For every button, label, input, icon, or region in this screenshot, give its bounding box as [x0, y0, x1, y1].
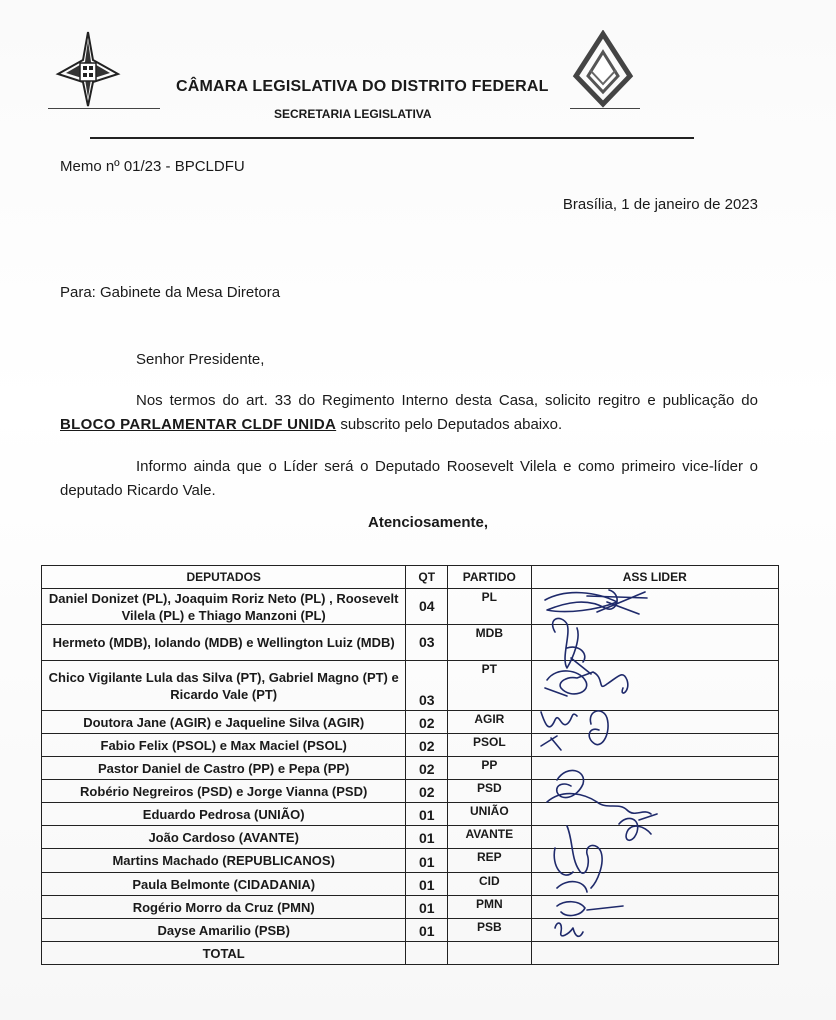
deputy-names: Dayse Amarilio (PSB): [42, 919, 406, 942]
memo-number: Memo nº 01/23 - BPCLDFU: [60, 158, 245, 175]
header-divider: [90, 137, 694, 139]
deputy-count: 01: [406, 896, 448, 919]
party: UNIÃO: [448, 803, 531, 826]
deputy-count: 02: [406, 711, 448, 734]
chamber-logo-icon: [572, 30, 634, 110]
signature-cell: [531, 661, 779, 711]
table-row: [42, 711, 779, 734]
deputy-names: Rogério Morro da Cruz (PMN): [42, 896, 406, 919]
signature-cell: [531, 873, 779, 896]
deputy-names: Martins Machado (REPUBLICANOS): [42, 849, 406, 873]
deputy-count: 01: [406, 919, 448, 942]
party: AVANTE: [448, 826, 531, 849]
signature-cell: [531, 803, 779, 826]
header-qt: QT: [406, 566, 448, 589]
signature-cell: [531, 896, 779, 919]
deputy-names: João Cardoso (AVANTE): [42, 826, 406, 849]
signature-cell: [531, 780, 779, 803]
table-row: [42, 803, 779, 826]
table-row: [42, 734, 779, 757]
deputy-count: 04: [406, 589, 448, 625]
signature-cell: [531, 757, 779, 780]
signature-cell: [531, 734, 779, 757]
header-partido: PARTIDO: [448, 566, 531, 589]
table-row: [42, 826, 779, 849]
cldf-emblem-icon: [52, 30, 124, 108]
table-total-row: [42, 942, 779, 965]
header-ass-lider: ASS LIDER: [531, 566, 779, 589]
secretariat-subtitle: SECRETARIA LEGISLATIVA: [274, 107, 432, 121]
table-header-row: [42, 566, 779, 589]
deputy-count: 02: [406, 734, 448, 757]
signature-cell: [531, 849, 779, 873]
place-date: Brasília, 1 de janeiro de 2023: [562, 196, 758, 213]
chamber-title: CÂMARA LEGISLATIVA DO DISTRITO FEDERAL: [176, 78, 549, 95]
deputy-names: Daniel Donizet (PL), Joaquim Roriz Neto (PL) , Roosevelt Vilela (PL) e Thiago Manzoni (PL): [42, 589, 406, 625]
request-text-end: subscrito pelo Deputados abaixo.: [336, 416, 563, 433]
party: PMN: [448, 896, 531, 919]
deputy-names: Fabio Felix (PSOL) e Max Maciel (PSOL): [42, 734, 406, 757]
deputy-count: 01: [406, 873, 448, 896]
table-row: [42, 780, 779, 803]
recipient-line: Para: Gabinete da Mesa Diretora: [60, 284, 281, 301]
deputy-count: 02: [406, 757, 448, 780]
deputy-names: Paula Belmonte (CIDADANIA): [42, 873, 406, 896]
header-deputados: DEPUTADOS: [42, 566, 406, 589]
deputy-count: 01: [406, 803, 448, 826]
signature-cell: [531, 625, 779, 661]
deputy-names: Hermeto (MDB), Iolando (MDB) e Wellington Luiz (MDB): [42, 625, 406, 661]
request-paragraph: [60, 389, 758, 437]
table-row: [42, 849, 779, 873]
salutation: Senhor Presidente,: [136, 351, 265, 368]
party: AGIR: [448, 711, 531, 734]
party: PL: [448, 589, 531, 625]
table-row: [42, 661, 779, 711]
party: PSOL: [448, 734, 531, 757]
leader-paragraph: [60, 455, 758, 503]
table-row: [42, 625, 779, 661]
deputies-table: [41, 565, 779, 965]
party: PP: [448, 757, 531, 780]
deputy-names: Pastor Daniel de Castro (PP) e Pepa (PP): [42, 757, 406, 780]
logo-underline: [570, 108, 640, 109]
signature-cell: [531, 826, 779, 849]
total-count: [406, 942, 448, 965]
deputy-count: 01: [406, 849, 448, 873]
party: PT: [448, 661, 531, 711]
table-row: [42, 757, 779, 780]
table-row: [42, 896, 779, 919]
table-row: [42, 873, 779, 896]
bloc-name: BLOCO PARLAMENTAR CLDF UNIDA: [60, 416, 337, 433]
deputy-count: 02: [406, 780, 448, 803]
deputy-count: 03: [406, 625, 448, 661]
party: REP: [448, 849, 531, 873]
table-row: [42, 589, 779, 625]
deputy-names: Doutora Jane (AGIR) e Jaqueline Silva (AGIR): [42, 711, 406, 734]
deputy-count: 03: [406, 661, 448, 711]
party: PSB: [448, 919, 531, 942]
signature-cell: [531, 589, 779, 625]
party: MDB: [448, 625, 531, 661]
total-signature-cell: [531, 942, 779, 965]
request-text: Nos termos do art. 33 do Regimento Interno desta Casa, solicito regitro e publicação do: [136, 392, 758, 409]
emblem-underline: [48, 108, 160, 109]
total-party: [448, 942, 531, 965]
table-row: [42, 919, 779, 942]
total-label: TOTAL: [42, 942, 406, 965]
party: CID: [448, 873, 531, 896]
signature-cell: [531, 711, 779, 734]
closing: Atenciosamente,: [368, 514, 489, 531]
leader-text: Informo ainda que o Líder será o Deputado Roosevelt Vilela e como primeiro vice-líder o deputado Ricardo Vale.: [60, 458, 758, 499]
party: PSD: [448, 780, 531, 803]
deputy-names: Chico Vigilante Lula das Silva (PT), Gabriel Magno (PT) e Ricardo Vale (PT): [42, 661, 406, 711]
signature-cell: [531, 919, 779, 942]
deputy-count: 01: [406, 826, 448, 849]
deputy-names: Robério Negreiros (PSD) e Jorge Vianna (PSD): [42, 780, 406, 803]
deputy-names: Eduardo Pedrosa (UNIÃO): [42, 803, 406, 826]
